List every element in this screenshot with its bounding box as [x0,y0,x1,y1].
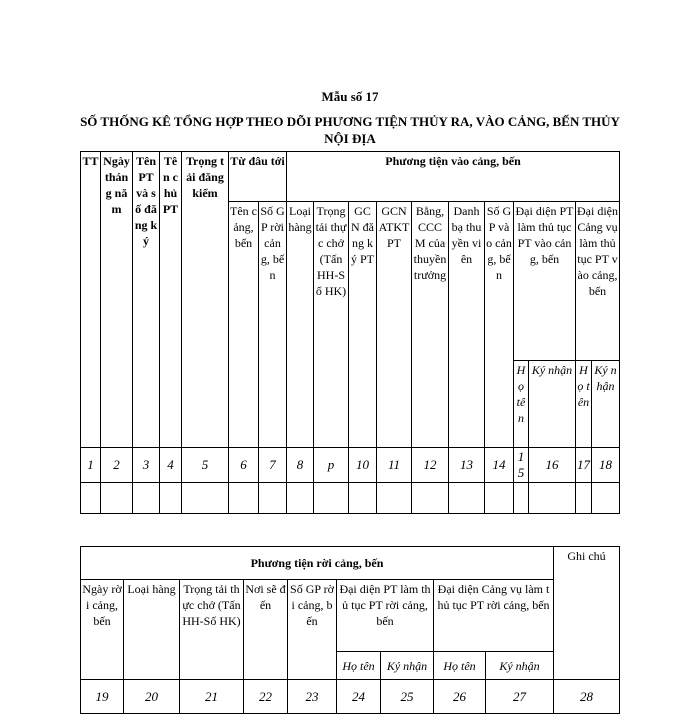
column-number: 3 [133,448,160,483]
column-number: 26 [434,680,486,714]
header-inspection-tonnage: Trọng tải đăng kiểm [182,152,229,448]
header-from-where: Từ đâu tới [229,152,287,202]
header-rep-vessel-out: Đại diện PT làm thủ tục PT rời cảng, bến [337,580,434,652]
header-owner-name: Tên chủ PT [160,152,182,448]
header-rep-vessel-fullname: Họ tên [337,652,381,680]
column-number: 15 [514,448,529,483]
incoming-vessels-table [80,151,620,514]
column-number: 1 [81,448,101,483]
header-date: Ngày tháng năm [101,152,133,448]
column-number: 13 [449,448,485,483]
empty-cell [349,483,377,514]
header-outgoing-vessels: Phương tiện rời cảng, bến [81,547,554,580]
empty-cell [449,483,485,514]
column-number: 22 [244,680,288,714]
column-number: p [314,448,349,483]
header-rep-vessel-signature: Ký nhận [381,652,434,680]
header-port-name: Tên cảng, bến [229,202,259,448]
header-departure-permit-no: Số GP rời cảng, bến [259,202,287,448]
empty-cell [160,483,182,514]
header-rep-authority-in: Đại diện Cảng vụ làm thủ tục PT vào cảng, bến [576,202,620,361]
column-number: 28 [554,680,620,714]
column-number: 23 [288,680,337,714]
header-entry-permit-no: Số GP vào cảng, bến [485,202,514,448]
header-rep-vessel-fullname: Họ tên [514,361,529,448]
empty-cell [592,483,620,514]
column-number: 8 [287,448,314,483]
header-rep-vessel-signature: Ký nhận [529,361,576,448]
form-number: Mẫu số 17 [321,89,379,104]
empty-cell [514,483,529,514]
outgoing-vessels-table [80,546,620,714]
empty-cell [576,483,592,514]
column-number: 7 [259,448,287,483]
header-actual-tonnage: Trọng tải thực chở (Tấn HH-Số HK) [180,580,244,680]
column-number: 10 [349,448,377,483]
column-number: 2 [101,448,133,483]
header-rep-authority-signature: Ký nhận [486,652,554,680]
column-number: 17 [576,448,592,483]
header-gcn-dang-ky: GCN đăng ký PT [349,202,377,448]
empty-cell [81,483,101,514]
column-number: 19 [81,680,124,714]
empty-cell [101,483,133,514]
header-rep-authority-fullname: Họ tên [434,652,486,680]
document-title: SỐ THỐNG KÊ TỔNG HỢP THEO DÕI PHƯƠNG TIỆN THỦY RA, VÀO CẢNG, BẾN THỦY NỘI ĐỊA [80,114,620,146]
column-number: 14 [485,448,514,483]
column-number: 24 [337,680,381,714]
header-cargo-type: Loại hàng [124,580,180,680]
empty-cell [529,483,576,514]
header-actual-tonnage: Trọng tải thực chở (Tấn HH-Số HK) [314,202,349,448]
column-number: 4 [160,448,182,483]
header-crew-list: Danh bạ thuyền viên [449,202,485,448]
column-number: 27 [486,680,554,714]
header-notes: Ghi chú [554,547,620,680]
header-cargo-type: Loại hàng [287,202,314,448]
header-tt: TT [81,152,101,448]
column-number: 6 [229,448,259,483]
header-ccc-certificate: Bằng, CCCM của thuyền trưởng [412,202,449,448]
column-number: 21 [180,680,244,714]
empty-cell [229,483,259,514]
header-departure-date: Ngày rời cảng, bến [81,580,124,680]
column-number: 25 [381,680,434,714]
empty-cell [182,483,229,514]
column-number: 18 [592,448,620,483]
header-incoming-vessels: Phương tiện vào cảng, bến [287,152,620,202]
header-departure-permit-no: Số GP rời cảng, bến [288,580,337,680]
empty-cell [287,483,314,514]
empty-cell [259,483,287,514]
empty-cell [133,483,160,514]
column-number: 20 [124,680,180,714]
header-gcn-atkt: GCN ATKT PT [377,202,412,448]
header-destination: Nơi sẽ đến [244,580,288,680]
empty-cell [314,483,349,514]
empty-cell [485,483,514,514]
header-rep-authority-fullname: Họ tên [576,361,592,448]
column-number: 5 [182,448,229,483]
header-rep-authority-out: Đại diện Cảng vụ làm thủ tục PT rời cảng, bến [434,580,554,652]
header-vessel-name-reg: Tên PT và số đăng ký [133,152,160,448]
header-rep-authority-signature: Ký nhận [592,361,620,448]
column-number: 16 [529,448,576,483]
header-rep-vessel-in: Đại diện PT làm thủ tục PT vào cảng, bến [514,202,576,361]
column-number: 11 [377,448,412,483]
empty-cell [377,483,412,514]
column-number: 12 [412,448,449,483]
empty-cell [412,483,449,514]
